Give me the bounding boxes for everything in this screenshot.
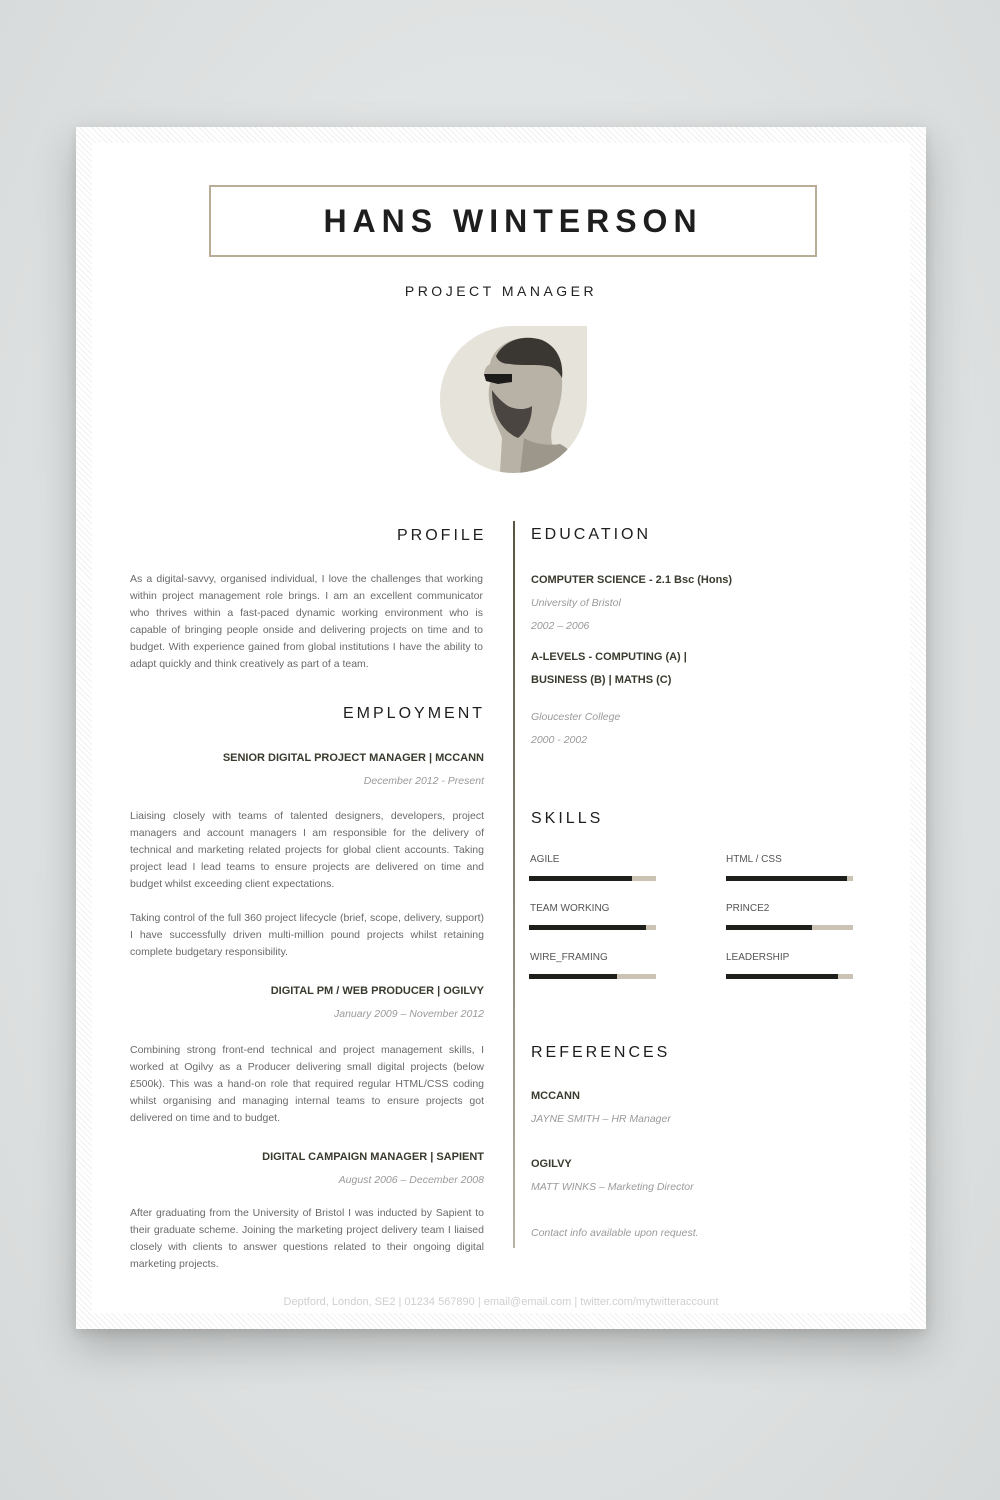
- education-2-school: Gloucester College: [531, 711, 621, 723]
- reference-2-company: OGILVY: [531, 1158, 572, 1170]
- job-3-title: DIGITAL CAMPAIGN MANAGER | SAPIENT: [262, 1151, 484, 1163]
- skill-bar: [529, 974, 656, 979]
- portrait-photo-icon: [440, 326, 587, 473]
- skill-bar: [726, 925, 853, 930]
- skill-bar: [726, 974, 853, 979]
- reference-2-person: MATT WINKS – Marketing Director: [531, 1181, 694, 1193]
- profile-heading: PROFILE: [397, 527, 487, 544]
- skill-label: LEADERSHIP: [726, 952, 790, 963]
- education-heading: EDUCATION: [531, 526, 652, 543]
- skill-label: HTML / CSS: [726, 854, 782, 865]
- job-2-date: January 2009 – November 2012: [333, 1008, 484, 1020]
- employment-heading: EMPLOYMENT: [343, 705, 486, 722]
- skill-bar-fill: [529, 876, 632, 881]
- skill-label: PRINCE2: [726, 903, 770, 914]
- skill-bar-fill: [726, 974, 838, 979]
- education-1-years: 2002 – 2006: [531, 620, 590, 632]
- reference-1-company: MCCANN: [531, 1090, 580, 1102]
- references-note: Contact info available upon request.: [531, 1227, 699, 1239]
- candidate-name: HANS WINTERSON: [323, 202, 703, 239]
- skill-label: WIRE_FRAMING: [530, 952, 608, 963]
- skill-bar-fill: [529, 925, 646, 930]
- education-2-years: 2000 - 2002: [531, 734, 588, 746]
- column-divider: [513, 521, 515, 1248]
- skill-bar-fill: [726, 925, 812, 930]
- job-1-date: December 2012 - Present: [363, 775, 484, 787]
- education-1-title: COMPUTER SCIENCE - 2.1 Bsc (Hons): [531, 574, 733, 586]
- reference-1-person: JAYNE SMITH – HR Manager: [531, 1113, 671, 1125]
- job-1-title: SENIOR DIGITAL PROJECT MANAGER | MCCANN: [222, 752, 484, 764]
- job-1-description-2: Taking control of the full 360 project lifecycle (brief, scope, delivery, support) I have successfully driven multi-million pound projects whilst retaining complete budgetary responsibility.: [130, 912, 484, 958]
- contact-footer: Deptford, London, SE2 | 01234 567890 | email@email.com | twitter.com/mytwitteraccount: [283, 1296, 719, 1308]
- references-heading: REFERENCES: [531, 1044, 671, 1061]
- skill-label: TEAM WORKING: [530, 903, 610, 914]
- skill-bar: [529, 925, 656, 930]
- education-1-school: University of Bristol: [531, 597, 621, 609]
- job-3-date: August 2006 – December 2008: [338, 1174, 484, 1186]
- name-frame: [209, 185, 817, 257]
- job-2-title: DIGITAL PM / WEB PRODUCER | OGILVY: [270, 985, 484, 997]
- job-title: PROJECT MANAGER: [404, 283, 598, 299]
- skill-bar: [726, 876, 853, 881]
- job-2-description: Combining strong front-end technical and project management skills, I worked at Ogilvy as a Producer delivering small digital projects (below £500k). This was a hand-on role that required regular HTML/CSS coding whilst organising and managing internal teams to ensure projects got delivered on time and to budget.: [130, 1044, 484, 1124]
- education-2-title: A-LEVELS - COMPUTING (A) | BUSINESS (B) | MATHS (C): [531, 651, 687, 686]
- job-3-description: After graduating from the University of Bristol I was inducted by Sapient to their graduate scheme. Joining the marketing project delivery team I liaised closely with clients to answer questions related to their ongoing digital marketing projects.: [130, 1207, 484, 1270]
- profile-text: As a digital-savvy, organised individual, I love the challenges that working within project management role brings. I am an excellent communicator who thrives within a fast-paced dynamic working environment who is capable of bringing people onside and delivering projects on time and to budget. With experience gained from global institutions I have the ability to adapt quickly and think creatively as part of a team.: [130, 573, 483, 670]
- skill-label: AGILE: [530, 854, 560, 865]
- skills-heading: SKILLS: [531, 810, 604, 827]
- job-1-description: Liaising closely with teams of talented designers, developers, project managers and account managers I am responsible for the delivery of technical and marketing related projects for global client accounts. Taking project lead I lead teams to ensure projects are delivered on time and budget whilst exceeding client expectations.: [130, 810, 484, 890]
- page-content: [92, 143, 910, 1313]
- portrait-photo: [440, 326, 587, 473]
- resume-page: [76, 127, 926, 1329]
- skill-bar-fill: [529, 974, 617, 979]
- skill-bar-fill: [726, 876, 847, 881]
- skill-bar: [529, 876, 656, 881]
